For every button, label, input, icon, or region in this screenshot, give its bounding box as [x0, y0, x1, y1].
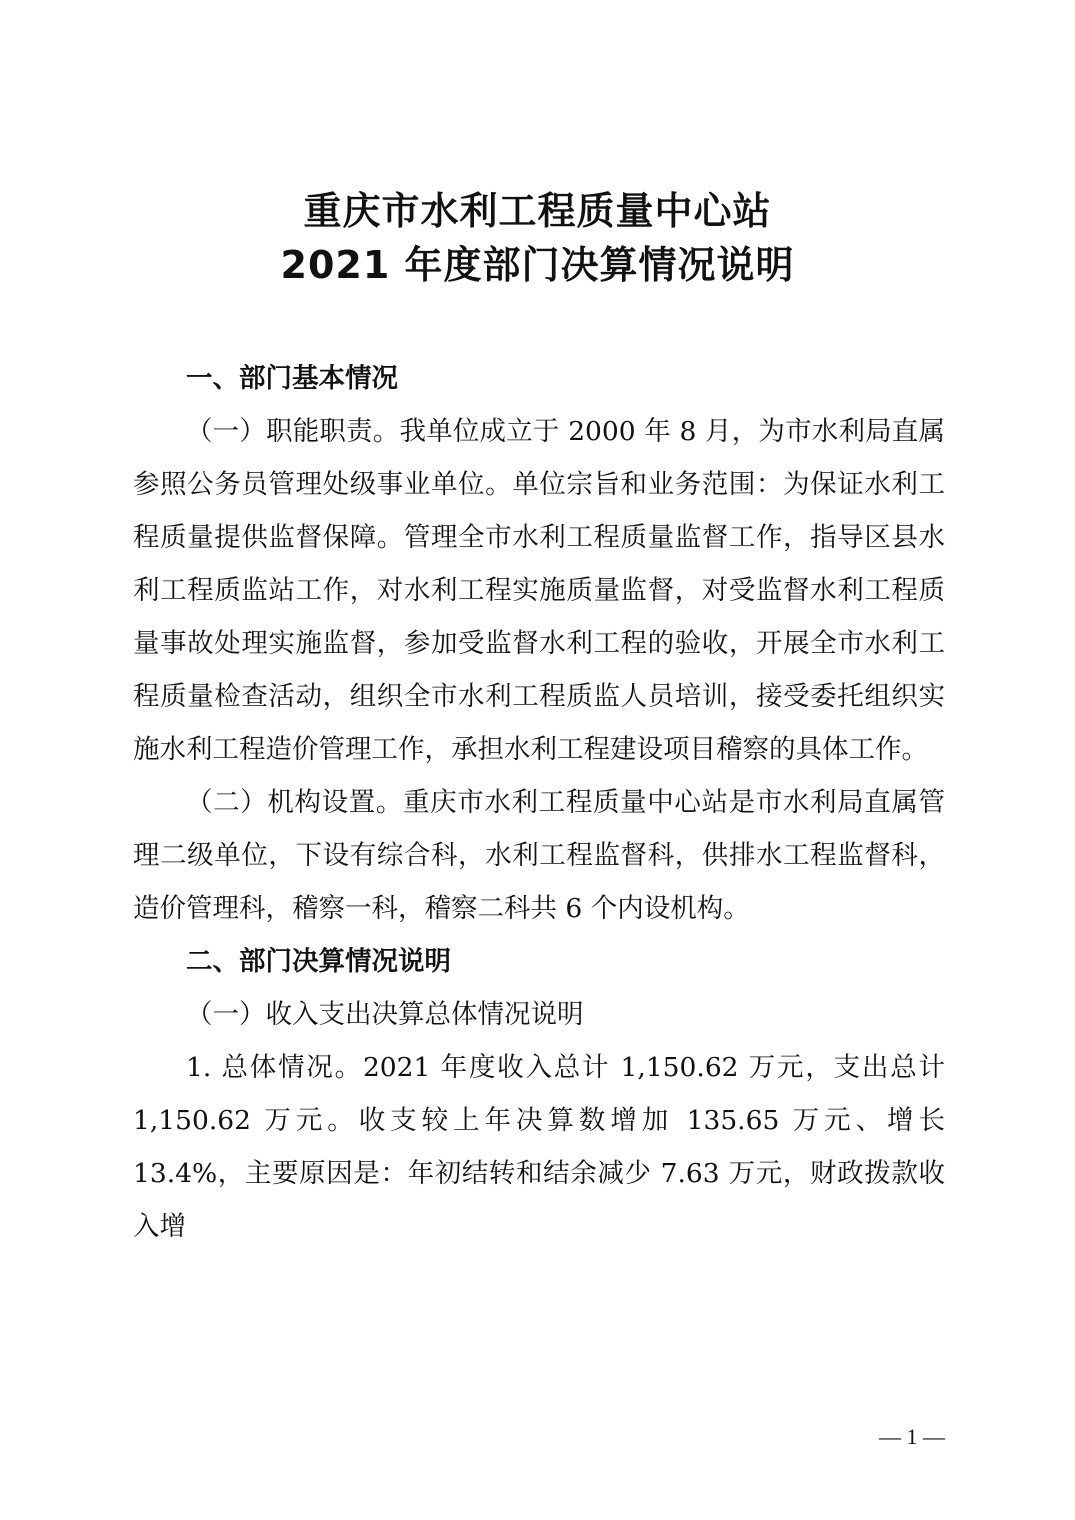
page-number: — 1 —: [879, 1424, 945, 1449]
section-heading: 一、部门基本情况: [186, 363, 398, 394]
document-title-line-2: 2021 年度部门决算情况说明: [280, 243, 795, 287]
subsection-heading: （一）收入支出决算总体情况说明: [186, 999, 584, 1030]
document-title-line-1: 重庆市水利工程质量中心站: [303, 188, 772, 233]
paragraph: 1. 总体情况。2021 年度收入总计 1,150.62 万元，支出总计 1,150.62 万元。收支较上年决算数增加 135.65 万元、增长 13.4%，主要原因是：年初结转和结余减少 7.63 万元，财政拨款收入增: [133, 1052, 945, 1242]
paragraph: （二）机构设置。重庆市水利工程质量中心站是市水利局直属管理二级单位，下设有综合科，水利工程监督科，供排水工程监督科，造价管理科，稽察一科，稽察二科共 6 个内设机构。: [133, 787, 945, 924]
paragraph: （一）职能职责。我单位成立于 2000 年 8 月，为市水利局直属参照公务员管理处级事业单位。单位宗旨和业务范围：为保证水利工程质量提供监督保障。管理全市水利工程质量监督工作，指导区县水利工程质监站工作，对水利工程实施质量监督，对受监督水利工程质量事故处理实施监督，参加受监督水利工程的验收，开展全市水利工程质量检查活动，组织全市水利工程质监人员培训，接受委托组织实施水利工程造价管理工作，承担水利工程建设项目稽察的具体工作。: [133, 416, 945, 765]
section-heading: 二、部门决算情况说明: [186, 946, 451, 977]
document-body: [133, 352, 945, 1253]
